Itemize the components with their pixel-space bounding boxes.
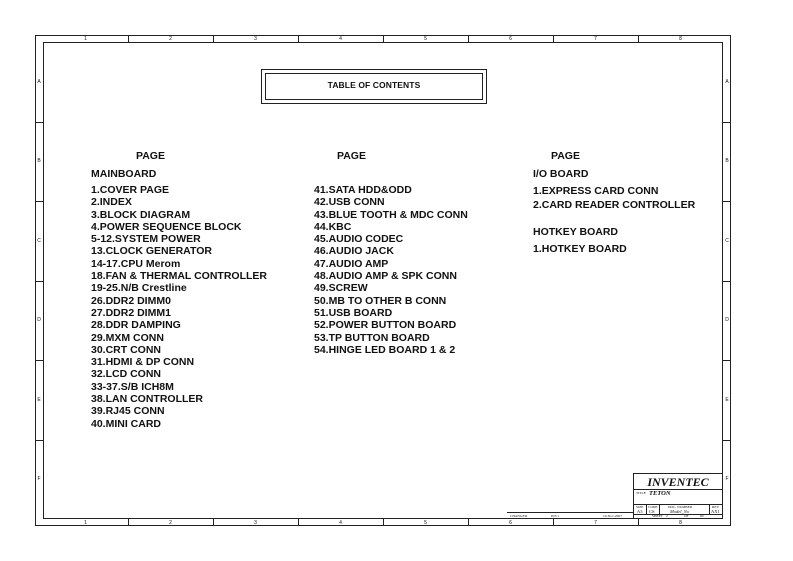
mainboard-col1-item: 31.HDMI & DP CONN	[91, 356, 195, 369]
size-label: SIZE	[636, 505, 644, 509]
mainboard-col1-item: 2.INDEX	[91, 196, 132, 209]
mainboard-col1-item: 33-37.S/B ICH8M	[91, 380, 174, 393]
zone-row-left-D: D	[37, 317, 41, 324]
zone-col-bottom-3: 3	[254, 520, 257, 526]
zone-col-bottom-8: 8	[679, 520, 682, 526]
zone-tick	[213, 519, 214, 526]
mainboard-col2-item: 42.USB CONN	[314, 196, 385, 209]
rev-by: INV1	[551, 514, 559, 518]
zone-row-right-E: E	[725, 396, 729, 403]
mainboard-col1-item: 39.RJ45 CONN	[91, 405, 165, 418]
mainboard-col1-item: 5-12.SYSTEM POWER	[91, 233, 201, 246]
zone-tick	[468, 35, 469, 42]
mainboard-col2-item: 53.TP BUTTON BOARD	[314, 331, 430, 344]
mainboard-col2-item: 43.BLUE TOOTH & MDC CONN	[314, 208, 468, 221]
zone-row-right-A: A	[725, 78, 729, 85]
mainboard-col1-item: 30.CRT CONN	[91, 343, 162, 356]
revision-strip	[507, 512, 633, 519]
doc-number-label: DOC. NUMBER	[668, 505, 693, 509]
of-value: 80	[700, 514, 704, 518]
io-board-item: 1.EXPRESS CARD CONN	[533, 185, 659, 197]
zone-tick	[468, 519, 469, 526]
mainboard-col1-item: 28.DDR DAMPING	[91, 319, 181, 332]
mainboard-col1-item: 18.FAN & THERMAL CONTROLLER	[91, 270, 267, 283]
io-board-label: I/O BOARD	[533, 168, 589, 180]
mainboard-label: MAINBOARD	[91, 168, 157, 180]
of-label: OF	[684, 514, 689, 518]
mainboard-col2-item: 47.AUDIO AMP	[314, 257, 389, 270]
mainboard-col1-item: 38.LAN CONTROLLER	[91, 393, 204, 406]
mainboard-col1-item: 27.DDR2 DIMM1	[91, 306, 171, 319]
code-value: CS	[649, 509, 655, 514]
zone-col-top-3: 3	[254, 36, 257, 42]
zone-row-left-A: A	[37, 78, 41, 85]
zone-tick	[298, 35, 299, 42]
drawing-title: TETON	[649, 490, 671, 497]
zone-col-bottom-4: 4	[339, 520, 342, 526]
zone-row-left-E: E	[37, 396, 41, 403]
zone-tick	[383, 35, 384, 42]
mainboard-col1-item: 13.CLOCK GENERATOR	[91, 245, 212, 258]
mainboard-col1-item: 40.MINI CARD	[91, 417, 162, 430]
zone-col-top-8: 8	[679, 36, 682, 42]
mainboard-col1-item: 1.COVER PAGE	[91, 184, 169, 196]
mainboard-col2-item: 48.AUDIO AMP & SPK CONN	[314, 270, 457, 283]
mainboard-col2-item: 51.USB BOARD	[314, 306, 393, 319]
title-block	[633, 473, 723, 519]
hotkey-board-item: 1.HOTKEY BOARD	[533, 243, 627, 255]
rev-value: AX1	[711, 509, 720, 514]
mainboard-col1-item: 14-17.CPU Merom	[91, 257, 181, 270]
io-board-item: 2.CARD READER CONTROLLER	[533, 199, 696, 211]
code-label: CODE	[648, 505, 658, 509]
zone-tick	[213, 35, 214, 42]
mainboard-col1-item: 32.LCD CONN	[91, 368, 162, 381]
zone-col-top-7: 7	[594, 36, 597, 42]
mainboard-col1-item: 29.MXM CONN	[91, 331, 164, 344]
zone-col-top-2: 2	[169, 36, 172, 42]
mainboard-list-col2	[314, 184, 468, 356]
zone-col-top-4: 4	[339, 36, 342, 42]
mainboard-col2-item: 49.SCREW	[314, 282, 368, 295]
toc-title-box	[261, 69, 487, 104]
mainboard-col2-item: 50.MB TO OTHER B CONN	[314, 294, 447, 307]
zone-tick	[35, 281, 43, 282]
io-board-list	[533, 184, 695, 212]
zone-col-top-1: 1	[84, 36, 87, 42]
zone-col-bottom-1: 1	[84, 520, 87, 526]
mainboard-col2-item: 54.HINGE LED BOARD 1 & 2	[314, 343, 456, 356]
toc-title: TABLE OF CONTENTS	[327, 80, 421, 90]
zone-tick	[723, 122, 731, 123]
mainboard-col2-item: 52.POWER BUTTON BOARD	[314, 319, 457, 332]
zone-tick	[128, 35, 129, 42]
size-value: A3	[637, 509, 643, 514]
sheet-label: SHEET	[652, 514, 663, 518]
zone-tick	[35, 440, 43, 441]
zone-col-bottom-5: 5	[424, 520, 427, 526]
zone-tick	[298, 519, 299, 526]
mainboard-col1-item: 3.BLOCK DIAGRAM	[91, 208, 191, 221]
zone-col-top-5: 5	[424, 36, 427, 42]
zone-col-top-6: 6	[509, 36, 512, 42]
mainboard-col1-item: 26.DDR2 DIMM0	[91, 294, 171, 307]
zone-tick	[723, 281, 731, 282]
company-name: INVENTEC	[647, 475, 709, 489]
zone-tick	[383, 519, 384, 526]
zone-tick	[638, 35, 639, 42]
mainboard-col2-item: 45.AUDIO CODEC	[314, 233, 404, 246]
zone-tick	[723, 440, 731, 441]
zone-col-bottom-6: 6	[509, 520, 512, 526]
hotkey-board-list	[533, 242, 627, 256]
zone-row-right-D: D	[725, 317, 729, 324]
zone-row-left-C: C	[37, 237, 41, 244]
zone-tick	[35, 360, 43, 361]
hotkey-board-label: HOTKEY BOARD	[533, 226, 618, 238]
zone-row-right-F: F	[725, 476, 729, 483]
zone-row-right-B: B	[725, 158, 729, 165]
zone-row-right-C: C	[725, 237, 729, 244]
zone-col-bottom-2: 2	[169, 520, 172, 526]
rev-label: REV	[712, 505, 719, 509]
zone-tick	[553, 35, 554, 42]
mainboard-col2-item: 44.KBC	[314, 220, 352, 233]
zone-tick	[35, 201, 43, 202]
rev-changed: CHANGED	[510, 514, 528, 518]
zone-row-left-F: F	[37, 476, 41, 483]
zone-tick	[638, 519, 639, 526]
mainboard-col1-item: 4.POWER SEQUENCE BLOCK	[91, 220, 242, 233]
zone-tick	[35, 122, 43, 123]
page-header-3: PAGE	[551, 150, 580, 162]
sheet-value: 2	[666, 514, 668, 518]
zone-tick	[553, 519, 554, 526]
zone-tick	[128, 519, 129, 526]
rev-date: 10-Nov-2007	[603, 514, 622, 518]
mainboard-list-col1	[91, 184, 267, 430]
mainboard-col1-item: 19-25.N/B Crestline	[91, 282, 187, 295]
mainboard-col2-item: 46.AUDIO JACK	[314, 245, 394, 258]
zone-col-bottom-7: 7	[594, 520, 597, 526]
page-header-1: PAGE	[136, 150, 165, 162]
doc-number-value: Model_No	[670, 509, 689, 514]
zone-tick	[723, 360, 731, 361]
mainboard-col2-item: 41.SATA HDD&ODD	[314, 184, 412, 196]
zone-row-left-B: B	[37, 158, 41, 165]
page-header-2: PAGE	[337, 150, 366, 162]
title-label: TITLE	[636, 491, 646, 495]
zone-tick	[723, 201, 731, 202]
